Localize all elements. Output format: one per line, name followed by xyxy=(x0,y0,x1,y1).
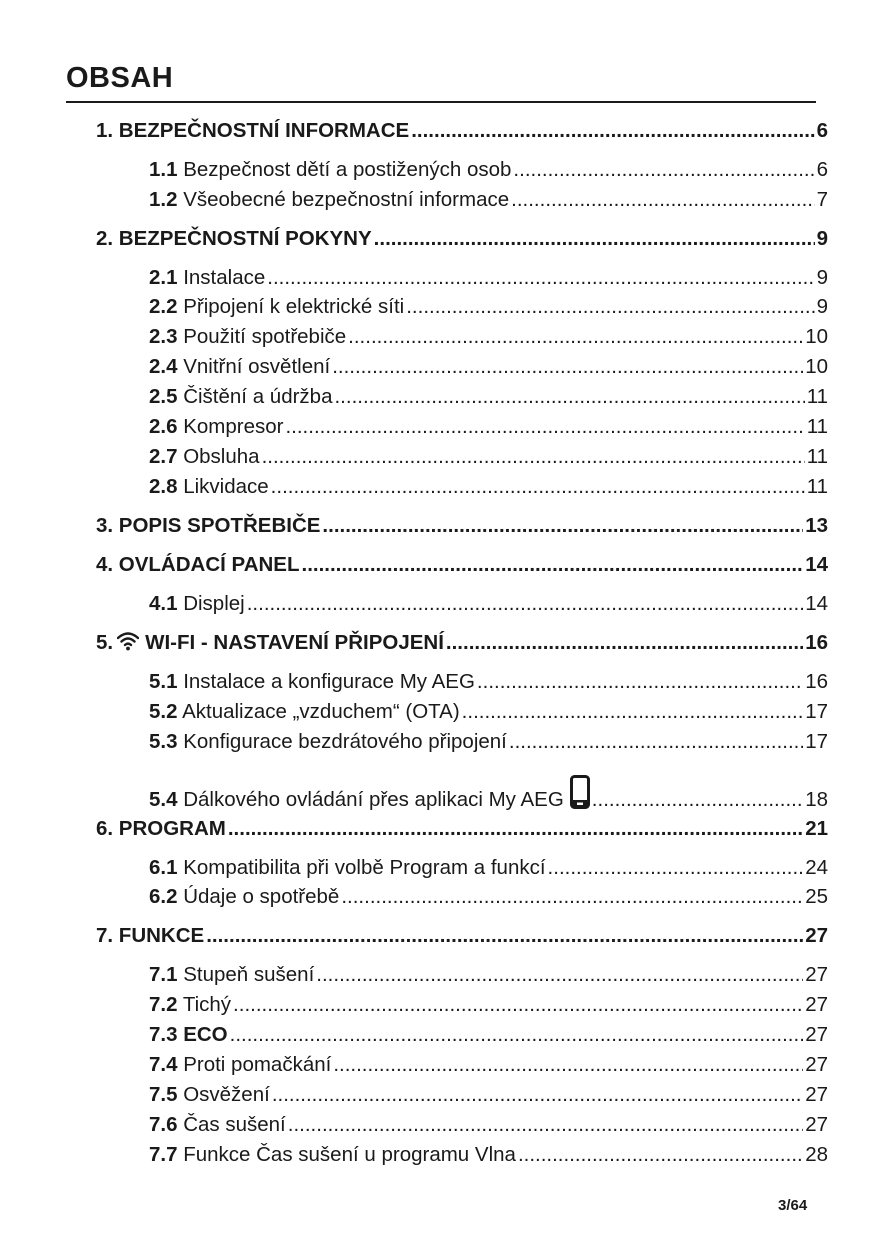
toc-page-number: 27 xyxy=(805,1053,828,1076)
toc-section-number: 2.7 xyxy=(149,445,178,468)
toc-page-number: 10 xyxy=(805,355,828,378)
dot-leader xyxy=(332,354,803,380)
dot-leader xyxy=(206,923,803,949)
toc-page-number: 27 xyxy=(805,963,828,986)
toc-section-number: 2.8 xyxy=(149,475,178,498)
toc-page-number: 27 xyxy=(805,1083,828,1106)
toc-page-number: 17 xyxy=(805,730,828,753)
toc-section-number: 2.2 xyxy=(149,295,178,318)
dot-leader xyxy=(348,324,803,350)
toc-chapter-entry[interactable] xyxy=(96,226,828,252)
toc-entry-label xyxy=(149,729,507,755)
toc-entry-text: 3. POPIS SPOTŘEBIČE xyxy=(96,514,321,537)
toc-page-number: 27 xyxy=(805,993,828,1016)
toc-entry-label xyxy=(96,630,444,658)
dot-leader xyxy=(316,962,803,988)
page-title: OBSAH xyxy=(66,62,174,94)
toc-chapter-entry[interactable] xyxy=(96,630,828,658)
toc-chapter-entry[interactable] xyxy=(96,513,828,539)
toc-section-entry[interactable] xyxy=(149,1052,828,1078)
toc-entry-label xyxy=(96,816,226,842)
toc-entry-label xyxy=(96,118,409,144)
toc-section-number: 7.5 xyxy=(149,1083,178,1106)
toc-entry-label xyxy=(149,1022,228,1048)
toc-entry-label xyxy=(149,855,546,881)
toc-page-number: 27 xyxy=(805,924,828,947)
toc-section-entry[interactable] xyxy=(149,992,828,1018)
toc-entry-text: Instalace xyxy=(183,266,266,289)
toc-chapter-entry[interactable] xyxy=(96,923,828,949)
toc-section-number: 6.1 xyxy=(149,856,178,879)
toc-page-number: 27 xyxy=(805,1023,828,1046)
toc-entry-text: Kompatibilita při volbě Program a funkcí xyxy=(183,856,546,879)
toc-page-number: 21 xyxy=(805,817,828,840)
toc-page-number: 24 xyxy=(805,856,828,879)
wifi-icon xyxy=(117,631,139,658)
dot-leader xyxy=(548,855,804,881)
toc-entry-label xyxy=(149,384,332,410)
toc-section-entry[interactable] xyxy=(149,1142,828,1168)
toc-entry-text: Obsluha xyxy=(183,445,260,468)
toc-section-number: 2.1 xyxy=(149,266,178,289)
toc-entry-text: Vnitřní osvětlení xyxy=(183,355,331,378)
toc-entry-text: Připojení k elektrické síti xyxy=(183,295,405,318)
toc-entry-label xyxy=(149,775,590,815)
toc-entry-label xyxy=(149,414,283,440)
dot-leader xyxy=(285,414,804,440)
toc-entry-label xyxy=(149,1052,331,1078)
toc-entry-text: 4. OVLÁDACÍ PANEL xyxy=(96,553,300,576)
toc-section-entry[interactable] xyxy=(149,474,828,500)
dot-leader xyxy=(247,591,803,617)
dot-leader xyxy=(334,384,804,410)
toc-section-entry[interactable] xyxy=(149,775,828,815)
toc-entry-label xyxy=(149,591,245,617)
toc-section-number: 7.4 xyxy=(149,1053,178,1076)
toc-section-entry[interactable] xyxy=(149,187,828,213)
toc-entry-label xyxy=(96,513,320,539)
dot-leader xyxy=(509,729,803,755)
toc-section-number: 1.2 xyxy=(149,188,178,211)
title-rule xyxy=(66,101,816,103)
toc-entry-label xyxy=(96,923,204,949)
dot-leader xyxy=(411,118,814,144)
dot-leader xyxy=(288,1112,803,1138)
toc-section-entry[interactable] xyxy=(149,729,828,755)
toc-entry-label xyxy=(149,444,260,470)
toc-entry-text: 7. FUNKCE xyxy=(96,924,205,947)
toc-page-number: 9 xyxy=(816,227,828,250)
dot-leader xyxy=(233,992,803,1018)
toc-section-number: 5.4 xyxy=(149,788,178,811)
toc-entry-text: 6. PROGRAM xyxy=(96,817,226,840)
toc-section-number: 7.6 xyxy=(149,1113,178,1136)
toc-page-number: 10 xyxy=(805,325,828,348)
dot-leader xyxy=(462,699,804,725)
toc-page-number: 18 xyxy=(805,788,828,811)
toc-page-number: 11 xyxy=(806,475,828,498)
toc-page-number: 11 xyxy=(806,385,828,408)
toc-section-entry[interactable] xyxy=(149,1022,828,1048)
toc-section-entry[interactable] xyxy=(149,294,828,320)
toc-entry-text: Displej xyxy=(183,592,245,615)
toc-chapter-entry[interactable] xyxy=(96,552,828,578)
dot-leader xyxy=(518,1142,803,1168)
toc-entry-label xyxy=(149,324,346,350)
toc-section-number: 5.1 xyxy=(149,670,178,693)
toc-page-number: 16 xyxy=(805,670,828,693)
toc-entry-text: Všeobecné bezpečnostní informace xyxy=(183,188,510,211)
dot-leader xyxy=(511,187,814,213)
toc-section-entry[interactable] xyxy=(149,354,828,380)
toc-entry-text: 1. BEZPEČNOSTNÍ INFORMACE xyxy=(96,119,410,142)
toc-entry-label xyxy=(96,226,372,252)
toc-page-number: 16 xyxy=(805,631,828,654)
toc-section-entry[interactable] xyxy=(149,265,828,291)
toc-entry-text: Bezpečnost dětí a postižených osob xyxy=(183,158,512,181)
toc-chapter-entry[interactable] xyxy=(96,816,828,842)
toc-section-number: 2.6 xyxy=(149,415,178,438)
toc-entry-label xyxy=(149,992,231,1018)
toc-entry-text: Použití spotřebiče xyxy=(183,325,347,348)
toc-section-number: 7.3 xyxy=(149,1023,178,1046)
toc-section-number: 7.7 xyxy=(149,1143,178,1166)
dot-leader xyxy=(446,630,803,656)
page-number: 3/64 xyxy=(778,1197,808,1214)
toc-section-number: 2.3 xyxy=(149,325,178,348)
toc-section-entry[interactable] xyxy=(149,444,828,470)
toc-entry-text: Aktualizace „vzduchem“ (OTA) xyxy=(182,700,460,723)
smartphone-icon xyxy=(570,775,590,815)
toc-section-number: 6.2 xyxy=(149,885,178,908)
toc-entry-text: Instalace a konfigurace My AEG xyxy=(183,670,475,693)
dot-leader xyxy=(477,669,803,695)
toc-section-number: 1.1 xyxy=(149,158,178,181)
toc-page-number: 27 xyxy=(805,1113,828,1136)
toc-section-number: 7.2 xyxy=(149,993,178,1016)
toc-entry-text: Proti pomačkání xyxy=(183,1053,332,1076)
toc-section-entry[interactable] xyxy=(149,1112,828,1138)
toc-entry-label xyxy=(96,552,300,578)
toc-page-number: 11 xyxy=(806,415,828,438)
toc-entry-text: 5. xyxy=(96,631,114,654)
toc-section-entry[interactable] xyxy=(149,324,828,350)
toc-section-entry[interactable] xyxy=(149,884,828,910)
toc-section-entry[interactable] xyxy=(149,669,828,695)
toc-entry-label xyxy=(149,265,265,291)
dot-leader xyxy=(302,552,804,578)
toc-section-entry[interactable] xyxy=(149,591,828,617)
toc-entry-label xyxy=(149,699,460,725)
toc-section-number: 5.3 xyxy=(149,730,178,753)
toc-chapter-entry[interactable] xyxy=(96,118,828,144)
dot-leader xyxy=(267,265,814,291)
dot-leader xyxy=(333,1052,803,1078)
toc-page-number: 6 xyxy=(816,119,828,142)
toc-entry-label xyxy=(149,294,404,320)
dot-leader xyxy=(272,1082,803,1108)
toc-entry-text: ECO xyxy=(183,1023,228,1046)
toc-section-entry[interactable] xyxy=(149,1082,828,1108)
toc-page-number: 6 xyxy=(816,158,828,181)
toc-section-entry[interactable] xyxy=(149,699,828,725)
toc-section-entry[interactable] xyxy=(149,962,828,988)
toc-section-number: 5.2 xyxy=(149,700,178,723)
toc-page-number: 7 xyxy=(816,188,828,211)
toc-page-number: 17 xyxy=(805,700,828,723)
toc-page-number: 25 xyxy=(805,885,828,908)
toc-section-entry[interactable] xyxy=(149,157,828,183)
toc-section-number: 7.1 xyxy=(149,963,178,986)
toc-entry-text: Kompresor xyxy=(183,415,284,438)
toc-section-entry[interactable] xyxy=(149,414,828,440)
dot-leader xyxy=(592,787,803,813)
toc-entry-text: Stupeň sušení xyxy=(183,963,315,986)
toc-entry-label xyxy=(149,474,269,500)
toc-entry-text: Funkce Čas sušení u programu Vlna xyxy=(183,1143,516,1166)
dot-leader xyxy=(262,444,805,470)
toc-entry-text: Čas sušení xyxy=(183,1113,286,1136)
toc-entry-label xyxy=(149,157,511,183)
toc-entry-label xyxy=(149,187,509,213)
toc-entry-text: Osvěžení xyxy=(183,1083,270,1106)
dot-leader xyxy=(322,513,803,539)
toc-page-number: 14 xyxy=(805,553,828,576)
toc-entry-text: Tichý xyxy=(182,993,232,1016)
dot-leader xyxy=(230,1022,804,1048)
toc-page-number: 14 xyxy=(805,592,828,615)
toc-entry-label xyxy=(149,669,475,695)
dot-leader xyxy=(406,294,814,320)
toc-entry-label xyxy=(149,962,314,988)
toc-entry-text: 2. BEZPEČNOSTNÍ POKYNY xyxy=(96,227,372,250)
dot-leader xyxy=(341,884,803,910)
toc-section-entry[interactable] xyxy=(149,384,828,410)
toc-page-number: 9 xyxy=(816,266,828,289)
toc-entry-label xyxy=(149,1082,270,1108)
toc-section-number: 4.1 xyxy=(149,592,178,615)
toc-entry-text: WI-FI - NASTAVENÍ PŘIPOJENÍ xyxy=(145,631,444,654)
toc-entry-text: Konfigurace bezdrátového připojení xyxy=(183,730,507,753)
toc-section-number: 2.5 xyxy=(149,385,178,408)
toc-entry-label xyxy=(149,1112,286,1138)
toc-section-entry[interactable] xyxy=(149,855,828,881)
toc-entry-text: Dálkového ovládání přes aplikaci My AEG xyxy=(183,788,564,811)
toc-page-number: 13 xyxy=(805,514,828,537)
toc-entry-text: Likvidace xyxy=(183,475,269,498)
toc-section-number: 2.4 xyxy=(149,355,178,378)
dot-leader xyxy=(271,474,805,500)
dot-leader xyxy=(228,816,803,842)
dot-leader xyxy=(374,226,815,252)
toc-page-number: 11 xyxy=(806,445,828,468)
toc-entry-label xyxy=(149,884,339,910)
toc-entry-label xyxy=(149,354,330,380)
toc-entry-text: Čištění a údržba xyxy=(183,385,333,408)
toc-page-number: 28 xyxy=(805,1143,828,1166)
toc-page-number: 9 xyxy=(816,295,828,318)
toc-entry-text: Údaje o spotřebě xyxy=(183,885,340,908)
toc-entry-label xyxy=(149,1142,516,1168)
dot-leader xyxy=(513,157,814,183)
